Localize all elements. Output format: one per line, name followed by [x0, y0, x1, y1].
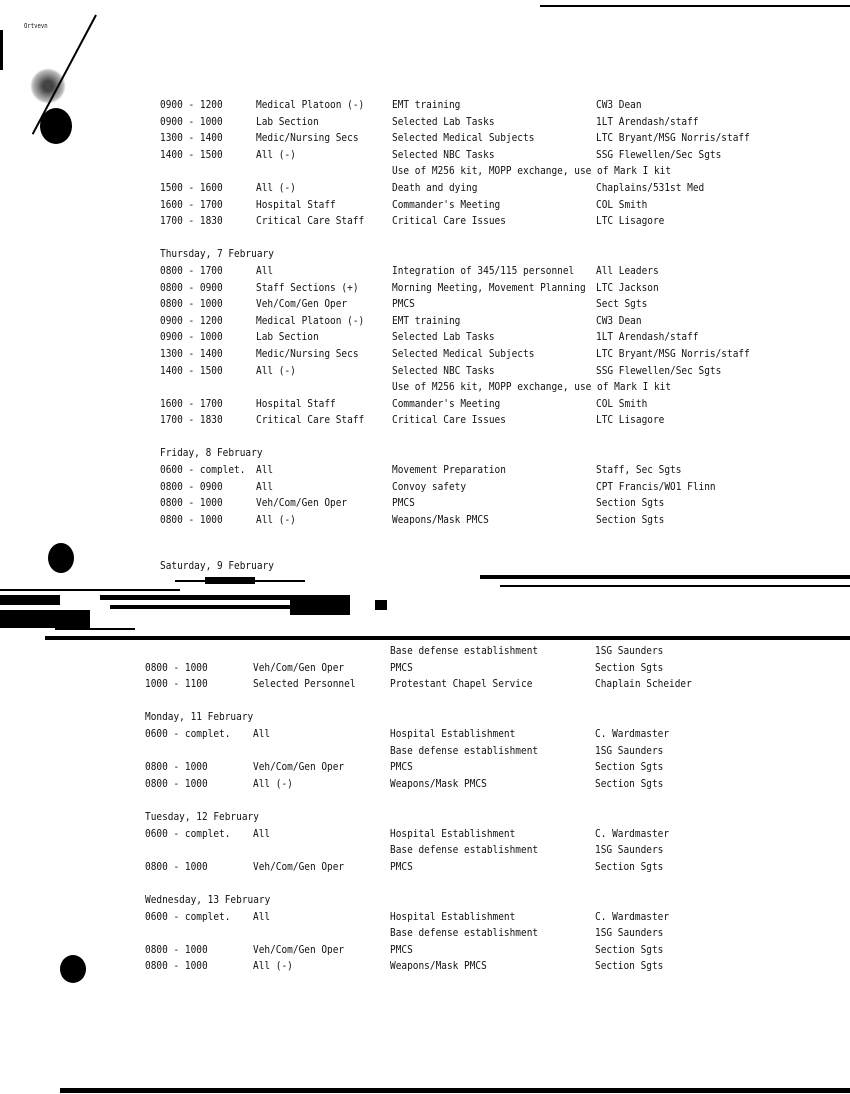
time-range: 0900 - 1000	[160, 114, 223, 128]
activity: Commander's Meeting	[392, 396, 501, 410]
activity: PMCS	[392, 496, 415, 510]
time-range: 1700 - 1830	[160, 214, 223, 228]
time-range: 0800 - 0900	[160, 479, 223, 493]
time-range: 0800 - 1000	[145, 942, 208, 956]
time-range: 1600 - 1700	[160, 197, 223, 211]
activity: PMCS	[390, 942, 413, 956]
participants: All	[256, 263, 274, 277]
responsible: 1SG Saunders	[595, 743, 664, 757]
responsible: LTC Bryant/MSG Norris/staff	[596, 346, 750, 360]
scan-noise	[30, 68, 66, 104]
time-range: 0800 - 1000	[145, 959, 208, 973]
participants: Medic/Nursing Secs	[256, 131, 359, 145]
time-range: 0900 - 1000	[160, 330, 223, 344]
day-header	[145, 709, 805, 726]
participants: Hospital Staff	[256, 396, 336, 410]
participants: All	[253, 726, 271, 740]
responsible: SSG Flewellen/Sec Sgts	[596, 147, 722, 161]
blank-line	[160, 429, 800, 446]
schedule-row	[160, 263, 800, 280]
participants: Selected Personnel	[253, 677, 356, 691]
activity: EMT training	[392, 98, 461, 111]
activity: Hospital Establishment	[390, 826, 516, 840]
activity: PMCS	[390, 760, 413, 774]
responsible: LTC Jackson	[596, 280, 659, 294]
schedule-note	[160, 379, 800, 396]
note-text: Use of M256 kit, MOPP exchange, use of Mark I kit	[392, 164, 672, 178]
activity: Selected NBC Tasks	[392, 147, 495, 161]
day-header-text: Thursday, 7 February	[160, 247, 274, 261]
schedule-row	[145, 660, 805, 677]
participants: Hospital Staff	[256, 197, 336, 211]
responsible: LTC Lisagore	[596, 214, 665, 228]
responsible: CPT Francis/WO1 Flinn	[596, 479, 716, 493]
time-range: 1300 - 1400	[160, 131, 223, 145]
schedule-row	[145, 759, 805, 776]
responsible: CW3 Dean	[596, 98, 642, 111]
note-text: Use of M256 kit, MOPP exchange, use of Mark I kit	[392, 380, 672, 394]
punch-hole	[60, 955, 86, 983]
activity: Base defense establishment	[390, 644, 539, 657]
schedule-row	[145, 743, 805, 760]
responsible: COL Smith	[596, 197, 648, 211]
day-header	[145, 892, 805, 909]
schedule-row	[160, 180, 800, 197]
schedule-row	[160, 130, 800, 147]
time-range: 0800 - 1700	[160, 263, 223, 277]
time-range: 1700 - 1830	[160, 413, 223, 427]
responsible: Section Sgts	[595, 959, 664, 973]
schedule-row	[160, 213, 800, 230]
responsible: 1SG Saunders	[595, 926, 664, 940]
responsible: SSG Flewellen/Sec Sgts	[596, 363, 722, 377]
day-header-text: Monday, 11 February	[145, 710, 254, 724]
participants: All	[253, 826, 271, 840]
time-range: 0800 - 1000	[160, 297, 223, 311]
activity: Base defense establishment	[390, 743, 539, 757]
activity: Weapons/Mask PMCS	[390, 959, 487, 973]
participants: All (-)	[256, 512, 296, 526]
schedule-row	[145, 826, 805, 843]
schedule-row	[145, 676, 805, 693]
responsible: Staff, Sec Sgts	[596, 463, 682, 477]
participants: Critical Care Staff	[256, 413, 365, 427]
participants: Critical Care Staff	[256, 214, 365, 228]
schedule-row	[160, 462, 800, 479]
responsible: Section Sgts	[596, 512, 665, 526]
schedule-row	[145, 859, 805, 876]
time-range: 0800 - 1000	[145, 859, 208, 873]
day-header-text: Wednesday, 13 February	[145, 892, 271, 906]
participants: Veh/Com/Gen Oper	[253, 859, 345, 873]
activity: PMCS	[390, 859, 413, 873]
participants: Veh/Com/Gen Oper	[256, 297, 348, 311]
activity: EMT training	[392, 313, 461, 327]
participants: All	[256, 463, 274, 477]
time-range: 0600 - complet.	[145, 909, 231, 923]
time-range: 0800 - 1000	[160, 512, 223, 526]
responsible: COL Smith	[596, 396, 648, 410]
schedule-row	[160, 363, 800, 380]
schedule-row	[160, 97, 800, 114]
schedule-row	[145, 842, 805, 859]
schedule-note	[160, 163, 800, 180]
time-range: 0800 - 1000	[145, 760, 208, 774]
responsible: 1SG Saunders	[595, 644, 664, 657]
day-header-text: Tuesday, 12 February	[145, 809, 259, 823]
schedule-bottom	[145, 643, 805, 975]
participants: All (-)	[253, 959, 293, 973]
day-header	[160, 445, 800, 462]
schedule-row	[160, 296, 800, 313]
schedule-row	[145, 958, 805, 975]
participants: All	[256, 479, 274, 493]
responsible: Section Sgts	[595, 660, 664, 674]
time-range: 1000 - 1100	[145, 677, 208, 691]
responsible: 1SG Saunders	[595, 843, 664, 857]
schedule-row	[160, 512, 800, 529]
responsible: CW3 Dean	[596, 313, 642, 327]
responsible: LTC Bryant/MSG Norris/staff	[596, 131, 750, 145]
participants: All (-)	[256, 180, 296, 194]
activity: Selected Medical Subjects	[392, 346, 535, 360]
activity: Movement Preparation	[392, 463, 506, 477]
responsible: Section Sgts	[595, 760, 664, 774]
blank-line	[160, 230, 800, 247]
responsible: C. Wardmaster	[595, 909, 670, 923]
activity: Death and dying	[392, 180, 478, 194]
participants: All (-)	[253, 776, 293, 790]
scan-edge-mark	[0, 30, 3, 70]
schedule-row	[145, 643, 805, 660]
schedule-row	[145, 909, 805, 926]
responsible: Chaplain Scheider	[595, 677, 692, 691]
time-range: 0800 - 0900	[160, 280, 223, 294]
responsible: All Leaders	[596, 263, 659, 277]
participants: Veh/Com/Gen Oper	[253, 942, 345, 956]
day-header-saturday: Saturday, 9 February	[160, 559, 274, 572]
time-range: 0600 - complet.	[145, 826, 231, 840]
schedule-row	[160, 329, 800, 346]
schedule-row	[160, 346, 800, 363]
responsible: Section Sgts	[595, 942, 664, 956]
activity: Commander's Meeting	[392, 197, 501, 211]
schedule-row	[160, 495, 800, 512]
activity: Base defense establishment	[390, 843, 539, 857]
time-range: 0900 - 1200	[160, 98, 223, 111]
responsible: 1LT Arendash/staff	[596, 330, 699, 344]
punch-hole	[40, 108, 72, 144]
schedule-row	[160, 479, 800, 496]
schedule-row	[160, 197, 800, 214]
participants: Medical Platoon (-)	[256, 313, 365, 327]
time-range: 0900 - 1200	[160, 313, 223, 327]
responsible: Section Sgts	[596, 496, 665, 510]
schedule-row	[160, 147, 800, 164]
time-range: 1400 - 1500	[160, 147, 223, 161]
activity: PMCS	[392, 297, 415, 311]
activity: Selected Medical Subjects	[392, 131, 535, 145]
time-range: 0800 - 1000	[145, 660, 208, 674]
time-range: 0800 - 1000	[160, 496, 223, 510]
schedule-row	[145, 925, 805, 942]
time-range: 1400 - 1500	[160, 363, 223, 377]
day-header-text: Friday, 8 February	[160, 446, 263, 460]
activity: Selected Lab Tasks	[392, 330, 495, 344]
schedule-row	[145, 776, 805, 793]
time-range: 1300 - 1400	[160, 346, 223, 360]
activity: Selected NBC Tasks	[392, 363, 495, 377]
schedule-row	[160, 280, 800, 297]
activity: Morning Meeting, Movement Planning	[392, 280, 586, 294]
schedule-row	[160, 114, 800, 131]
participants: Veh/Com/Gen Oper	[253, 660, 345, 674]
activity: Hospital Establishment	[390, 726, 516, 740]
activity: PMCS	[390, 660, 413, 674]
scan-edge-line	[540, 5, 850, 7]
participants: Lab Section	[256, 330, 319, 344]
responsible: Chaplains/531st Med	[596, 180, 705, 194]
responsible: C. Wardmaster	[595, 726, 670, 740]
activity: Weapons/Mask PMCS	[390, 776, 487, 790]
activity: Critical Care Issues	[392, 214, 506, 228]
schedule-top	[160, 97, 800, 528]
responsible: 1LT Arendash/staff	[596, 114, 699, 128]
participants: All (-)	[256, 363, 296, 377]
activity: Critical Care Issues	[392, 413, 506, 427]
schedule-row	[160, 396, 800, 413]
blank-line	[145, 792, 805, 809]
time-range: 1500 - 1600	[160, 180, 223, 194]
activity: Selected Lab Tasks	[392, 114, 495, 128]
schedule-row	[160, 313, 800, 330]
day-header	[145, 809, 805, 826]
participants: All (-)	[256, 147, 296, 161]
participants: Medical Platoon (-)	[256, 98, 365, 111]
blank-line	[145, 875, 805, 892]
blank-line	[145, 693, 805, 710]
activity: Protestant Chapel Service	[390, 677, 533, 691]
participants: Staff Sections (+)	[256, 280, 359, 294]
schedule-row	[145, 726, 805, 743]
schedule-row	[160, 412, 800, 429]
activity: Integration of 345/115 personnel	[392, 263, 575, 277]
activity: Weapons/Mask PMCS	[392, 512, 489, 526]
participants: Veh/Com/Gen Oper	[256, 496, 348, 510]
responsible: Sect Sgts	[596, 297, 648, 311]
participants: Lab Section	[256, 114, 319, 128]
activity: Convoy safety	[392, 479, 467, 493]
participants: All	[253, 909, 271, 923]
corner-label: Ortvevn	[24, 22, 48, 30]
time-range: 0600 - complet.	[160, 463, 246, 477]
activity: Base defense establishment	[390, 926, 539, 940]
time-range: 0600 - complet.	[145, 726, 231, 740]
time-range: 0800 - 1000	[145, 776, 208, 790]
punch-hole	[48, 543, 74, 573]
time-range: 1600 - 1700	[160, 396, 223, 410]
responsible: C. Wardmaster	[595, 826, 670, 840]
responsible: LTC Lisagore	[596, 413, 665, 427]
schedule-row	[145, 942, 805, 959]
participants: Veh/Com/Gen Oper	[253, 760, 345, 774]
responsible: Section Sgts	[595, 859, 664, 873]
day-header	[160, 246, 800, 263]
participants: Medic/Nursing Secs	[256, 346, 359, 360]
responsible: Section Sgts	[595, 776, 664, 790]
activity: Hospital Establishment	[390, 909, 516, 923]
scan-bottom-edge	[60, 1088, 850, 1093]
